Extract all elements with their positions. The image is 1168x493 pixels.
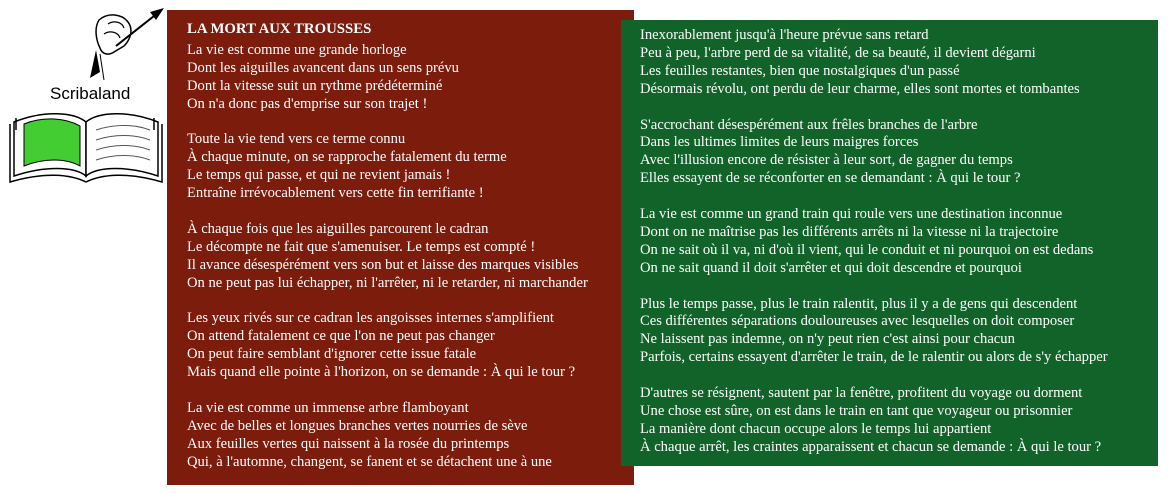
poem-line: Ces différentes séparations douloureuses avec lesquelles on doit composer [640, 313, 1075, 330]
poem-line: D'autres se résignent, sautent par la fenêtre, profitent du voyage ou dorment [640, 385, 1083, 402]
poem-line: Dont les aiguilles avancent dans un sens prévu [187, 59, 459, 76]
poem-line: Toute la vie tend vers ce terme connu [187, 131, 406, 148]
poem-line: Dont la vitesse suit un rythme prédéterminé [187, 77, 443, 94]
poem-left-column [167, 10, 634, 485]
poem-line: Désormais révolu, ont perdu de leur charme, elles sont mortes et tombantes [640, 80, 1080, 97]
poem-line: Plus le temps passe, plus le train ralentit, plus il y a de gens qui descendent [640, 295, 1078, 312]
scribaland-logo[interactable] [4, 6, 169, 186]
poem-right-column [621, 20, 1158, 466]
poem-line: Parfois, certains essayent d'arrêter le train, de le ralentir ou alors de s'y échapper [640, 349, 1108, 366]
poem-line: Les feuilles restantes, bien que nostalgiques d'un passé [640, 62, 960, 79]
stanza [640, 206, 1158, 278]
poem-line: On peut faire semblant d'ignorer cette issue fatale [187, 346, 477, 363]
poem-line: On n'a donc pas d'emprise sur son trajet ! [187, 95, 428, 112]
stanza [640, 385, 1158, 457]
poem-line: Une chose est sûre, on est dans le train en tant que voyageur ou prisonnier [640, 402, 1073, 419]
poem-line: La manière dont chacun occupe alors le temps lui appartient [640, 420, 992, 437]
poem-line: La vie est comme une grande horloge [187, 41, 407, 58]
poem-line: Peu à peu, l'arbre perd de sa vitalité, de sa beauté, il devient dégarni [640, 44, 1036, 61]
stanza [640, 296, 1158, 368]
poem-line: Inexorablement jusqu'à l'heure prévue sans retard [640, 27, 929, 43]
stanza [640, 27, 1158, 99]
poem-line: La vie est comme un immense arbre flamboyant [187, 399, 469, 416]
poem-line: Le décompte ne fait que s'amenuiser. Le temps est compté ! [187, 238, 536, 255]
poem-line: Les yeux rivés sur ce cadran les angoisses internes s'amplifient [187, 310, 554, 327]
poem-line: La vie est comme un grand train qui roule vers une destination inconnue [640, 206, 1063, 223]
poem-line: On ne sait où il va, ni d'où il vient, qui le conduit et ni pourquoi on est dedans [640, 241, 1094, 258]
brand-name: Scribaland [50, 84, 131, 103]
poem-line: Avec l'illusion encore de résister à leur sort, de gagner du temps [640, 152, 1013, 169]
stanza [187, 310, 634, 382]
stanza [187, 131, 634, 203]
poem-line: Entraîne irrévocablement vers cette fin terrifiante ! [187, 185, 484, 202]
poem-line: Dans les ultimes limites de leurs maigres forces [640, 134, 919, 151]
poem-line: Il avance désespérément vers son but et laisse des marques visibles [187, 256, 579, 273]
poem-line: On attend fatalement ce que l'on ne peut pas changer [187, 328, 495, 345]
stanza [187, 221, 634, 293]
stanza [187, 400, 634, 472]
poem-line: À chaque fois que les aiguilles parcourent le cadran [187, 220, 489, 237]
poem-line: Avec de belles et longues branches vertes nourries de sève [187, 417, 528, 434]
poem-title: LA MORT AUX TROUSSES [187, 21, 372, 37]
poem-line: À chaque minute, on se rapproche fatalement du terme [187, 149, 507, 166]
stanza [640, 117, 1158, 189]
stanza [187, 42, 634, 114]
poem-line: Qui, à l'automne, changent, se fanent et se détachent une à une [187, 453, 552, 470]
poem-line: Le temps qui passe, et qui ne revient jamais ! [187, 167, 451, 184]
poem-line: Ne laissent pas indemne, on n'y peut rien c'est ainsi pour chacun [640, 331, 1015, 348]
poem-line: Mais quand elle pointe à l'horizon, on se demande : À qui le tour ? [187, 364, 576, 381]
poem-line: Aux feuilles vertes qui naissent à la rosée du printemps [187, 435, 510, 452]
poem-line: Elles essayent de se réconforter en se demandant : À qui le tour ? [640, 170, 1021, 187]
poem-line: S'accrochant désespérément aux frêles branches de l'arbre [640, 116, 978, 133]
poem-line: On ne peut pas lui échapper, ni l'arrêter, ni le retarder, ni marchander [187, 274, 588, 291]
poem-line: À chaque arrêt, les craintes apparaissent et chacun se demande : À qui le tour ? [640, 438, 1102, 455]
poem-line: Dont on ne maîtrise pas les différents arrêts ni la vitesse ni la trajectoire [640, 223, 1059, 240]
poem-line: On ne sait quand il doit s'arrêter et qui doit descendre et pourquoi [640, 259, 1022, 276]
